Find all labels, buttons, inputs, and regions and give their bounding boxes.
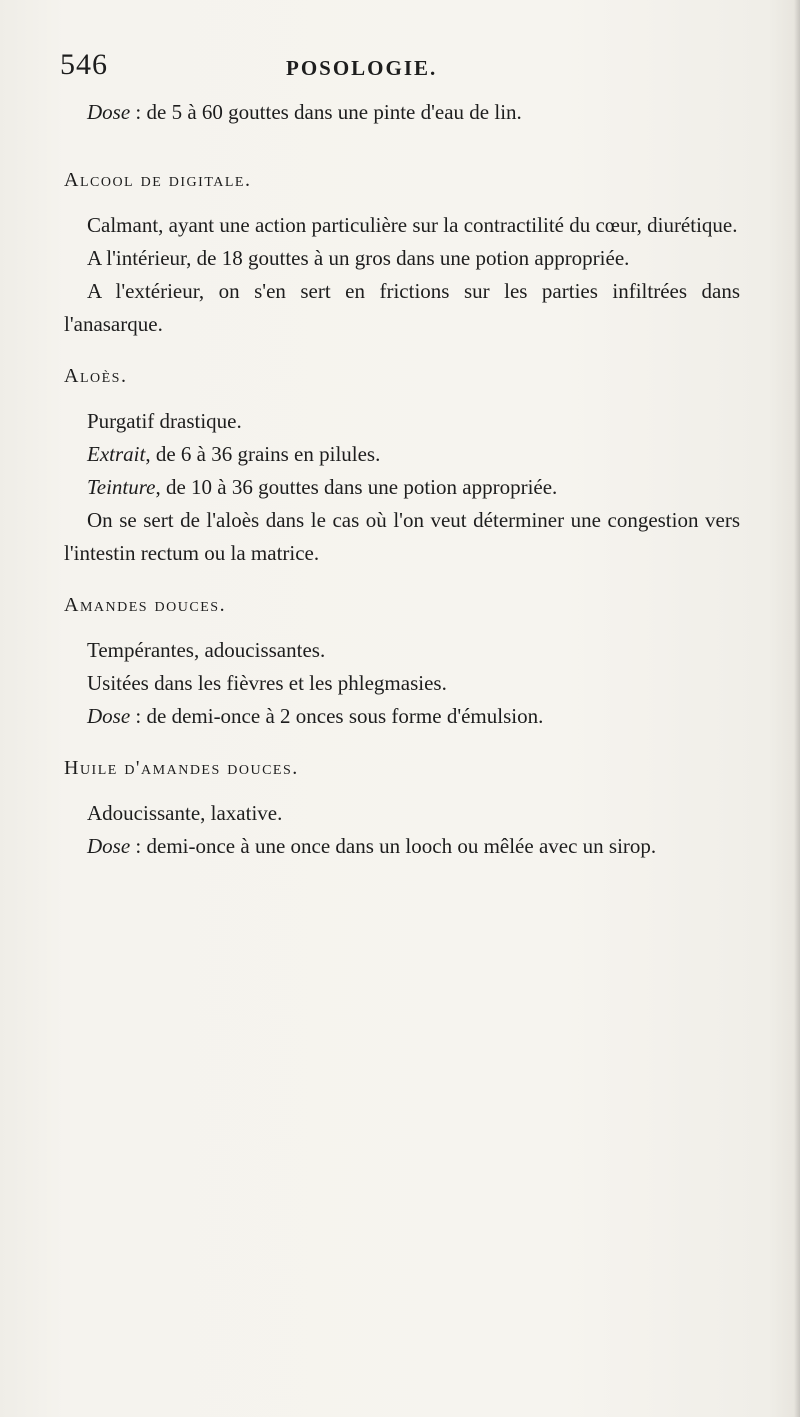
dose-label: Dose [87, 100, 131, 124]
extrait-label: Extrait [87, 442, 146, 466]
dose-text: : de 5 à 60 gouttes dans une pinte d'eau de lin. [130, 100, 522, 124]
page-header [60, 48, 760, 92]
amandes-dose-label: Dose [87, 704, 131, 728]
section-heading-aloes: Aloès. [64, 365, 128, 387]
section-heading-alcool: Alcool de digitale. [64, 169, 252, 191]
amandes-dose-text: : de demi-once à 2 onces sous forme d'émulsion. [130, 704, 544, 728]
alcool-paragraph-1: Calmant, ayant une action particulière sur la contractilité du cœur, diurétique. [87, 213, 738, 237]
aloes-paragraph-1: Purgatif drastique. [87, 409, 242, 433]
extrait-text: , de 6 à 36 grains en pilules. [145, 442, 381, 466]
section-heading-amandes: Amandes douces. [64, 594, 227, 616]
huile-paragraph-2 [64, 830, 740, 863]
running-head: POSOLOGIE. [286, 56, 438, 80]
aloes-paragraph-3 [64, 471, 740, 504]
huile-dose-label: Dose [87, 834, 131, 858]
amandes-paragraph-3 [64, 700, 740, 733]
huile-dose-text: : demi-once à une once dans un looch ou mêlée avec un sirop. [130, 834, 657, 858]
dose-paragraph [64, 96, 740, 129]
page-edge-shadow [794, 0, 800, 1417]
alcool-paragraph-3: A l'extérieur, on s'en sert en frictions sur les parties infiltrées dans l'anasarque. [64, 279, 740, 336]
teinture-label: Teinture [87, 475, 156, 499]
aloes-paragraph-4: On se sert de l'aloès dans le cas où l'on veut déterminer une congestion vers l'intestin rectum ou la matrice. [64, 508, 740, 565]
page-number: 546 [60, 48, 108, 81]
section-heading-huile: Huile d'amandes douces. [64, 757, 299, 779]
page-body [64, 96, 740, 863]
teinture-text: , de 10 à 36 gouttes dans une potion appropriée. [155, 475, 558, 499]
huile-paragraph-1: Adoucissante, laxative. [87, 801, 283, 825]
amandes-paragraph-2: Usitées dans les fièvres et les phlegmasies. [87, 671, 447, 695]
aloes-paragraph-2 [64, 438, 740, 471]
amandes-paragraph-1: Tempérantes, adoucissantes. [87, 638, 326, 662]
alcool-paragraph-2: A l'intérieur, de 18 gouttes à un gros dans une potion appropriée. [87, 246, 630, 270]
